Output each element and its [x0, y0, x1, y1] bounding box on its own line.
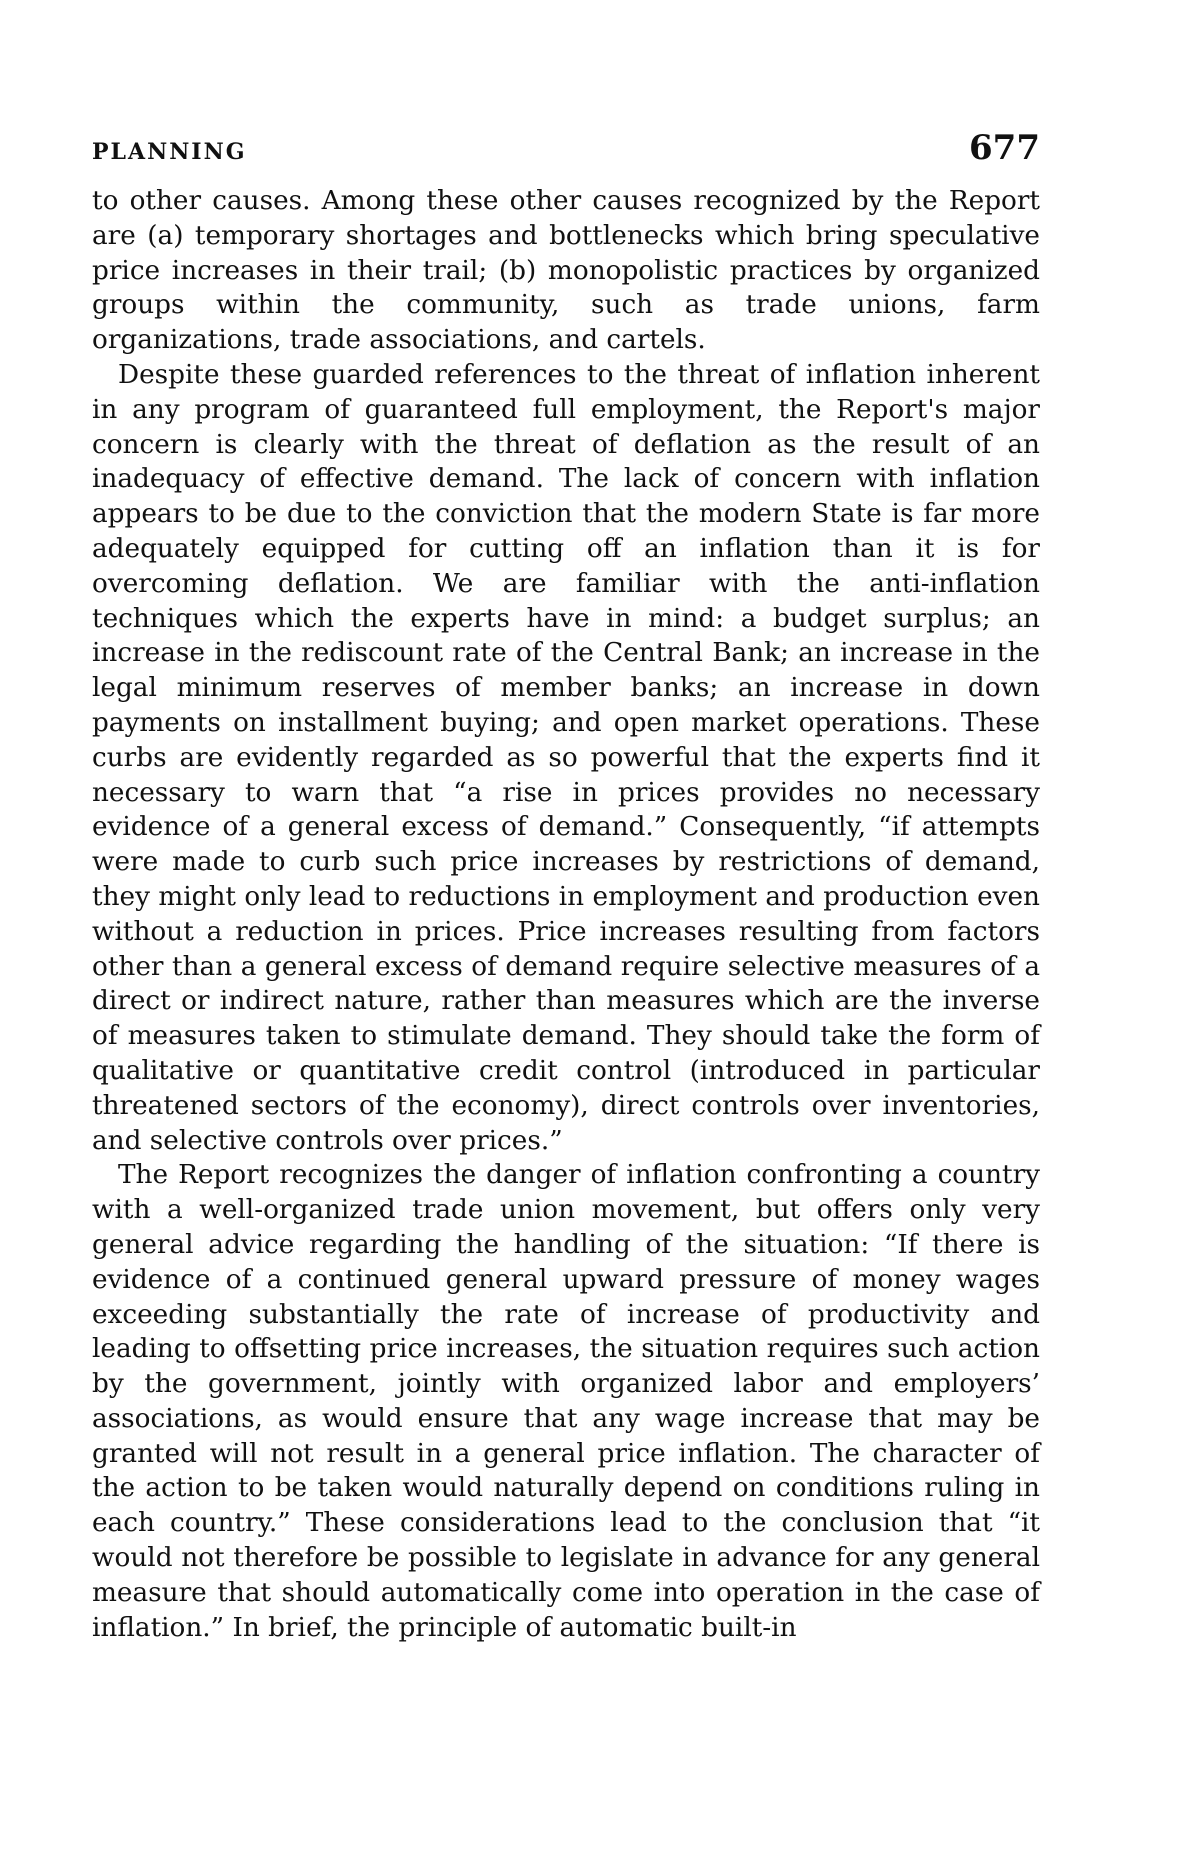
running-header [92, 128, 1040, 180]
paragraph-inflation-concern: Despite these guarded references to the threat of inflation inherent in any program of guaranteed full employment, the Report's major concern is clearly with the threat of deflation as the result of an inadequacy of effective demand. The lack of concern with inflation appears to be due to the conviction that the modern State is far more adequately equipped for cutting off an inflation than it is for overcoming deflation. We are familiar with the anti-inflation techniques which the experts have in mind: a budget surplus; an increase in the rediscount rate of the Central Bank; an increase in the legal minimum reserves of member banks; an increase in down payments on installment buying; and open market operations. These curbs are evidently regarded as so powerful that the experts find it necessary to warn that “a rise in prices provides no necessary evidence of a general excess of demand.” Consequently, “if attempts were made to curb such price increases by restrictions of demand, they might only lead to reductions in employment and production even without a reduction in prices. Price increases resulting from factors other than a general excess of demand require selective measures of a direct or indirect nature, rather than measures which are the inverse of measures taken to stimulate demand. They should take the form of qualitative or quantitative credit control (introduced in particular threatened sectors of the economy), direct controls over inventories, and selective controls over prices.” [92, 359, 1040, 1156]
book-page [92, 128, 1040, 1645]
paragraph-continuation: to other causes. Among these other causes recognized by the Report are (a) temporary shortages and bottlenecks which bring speculative price increases in their trail; (b) monopolistic practices by organized groups within the community, such as trade unions, farm organizations, trade associations, and cartels. [92, 186, 1040, 356]
paragraph-trade-union: The Report recognizes the danger of inflation confronting a country with a well-organized trade union movement, but offers only very general advice regarding the handling of the situation: “If there is evidence of a continued general upward pressure of money wages exceeding substantially the rate of increase of productivity and leading to offsetting price increases, the situation requires such action by the government, jointly with organized labor and employers’ associations, as would ensure that any wage increase that may be granted will not result in a general price inflation. The character of the action to be taken would naturally depend on conditions ruling in each country.” These considerations lead to the conclusion that “it would not therefore be possible to legislate in advance for any general measure that should automatically come into operation in the case of inflation.” In brief, the principle of automatic built-in [92, 1160, 1040, 1643]
page-number: 677 [969, 128, 1040, 168]
running-title: PLANNING [92, 139, 247, 165]
